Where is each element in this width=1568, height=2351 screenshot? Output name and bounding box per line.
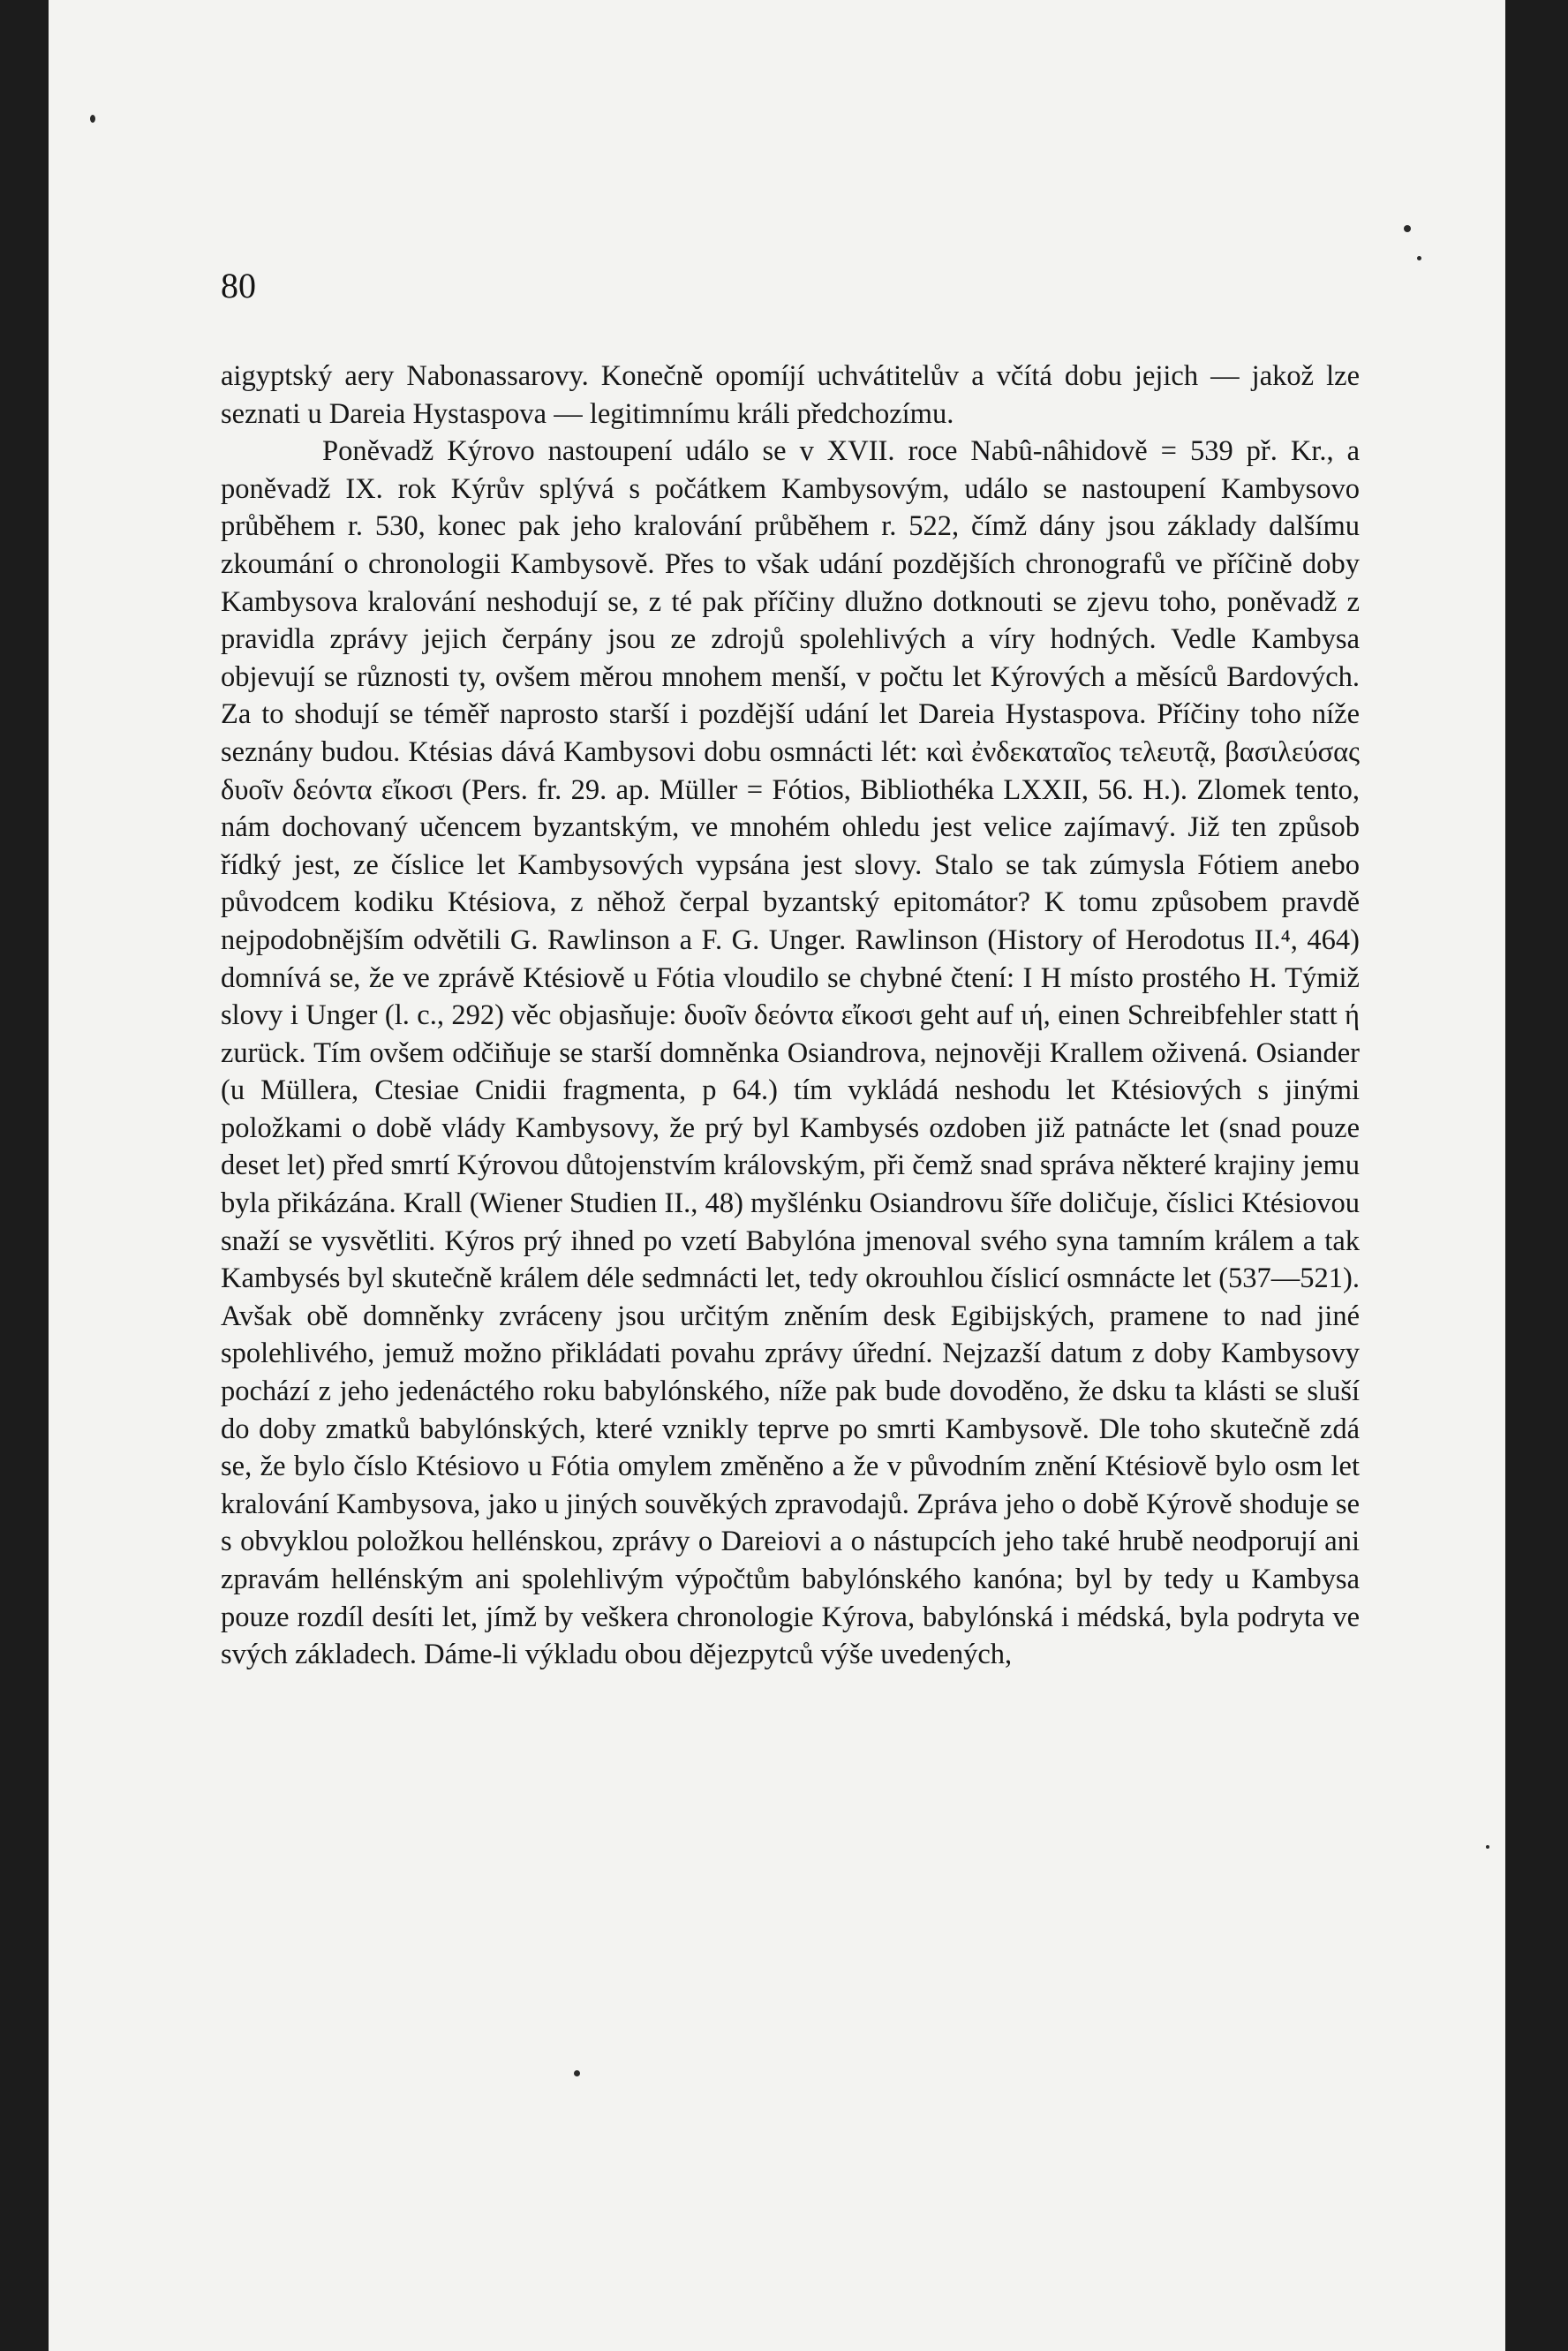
scan-speck: [1417, 256, 1421, 260]
scan-speck: [1486, 1845, 1489, 1849]
paragraph-continued: aigyptský aery Nabonassarovy. Konečně opomíjí uchvátitelův a včítá dobu jejich — jakož lze seznati u Dareia Hystaspova — legitimnímu králi předchozímu.: [221, 360, 1360, 430]
page-number: 80: [221, 266, 256, 305]
paragraph-main: Poněvadž Kýrovo nastoupení událo se v XVII. roce Nabû-nâhidově = 539 př. Kr., a poněvadž IX. rok Kýrův splývá s počátkem Kambysovým, událo se nastoupení Kambysovo průběhem r. 530, konec pak jeho kralování průběhem r. 522, čímž dány jsou základy dalšímu zkoumání o chronologii Kambysově. Přes to však udání pozdějších chronografů ve příčině doby Kambysova kralování neshodují se, z té pak příčiny dlužno dotknouti se zjevu toho, poněvadž z pravidla zprávy jejich čerpány jsou ze zdrojů spolehlivých a víry hodných. Vedle Kambysa objevují se různosti ty, ovšem měrou mnohem menší, v počtu let Kýrových a měsíců Bardových. Za to shodují se téměř naprosto starší i pozdější udání let Dareia Hystaspova. Příčiny toho níže seznány budou. Ktésias dává Kambysovi dobu osmnácti lét: καὶ ἐνδεκαταῖος τελευτᾷ, βασιλεύσας δυοῖν δεόντα εἴκοσι (Pers. fr. 29. ap. Müller = Fótios, Bibliothéka LXXII, 56. H.). Zlomek tento, nám dochovaný učencem byzantským, ve mnohém ohledu jest velice zajímavý. Již ten způsob řídký jest, ze číslice let Kambysových vypsána jest slovy. Stalo se tak zúmysla Fótiem anebo původcem kodiku Ktésiova, z něhož čerpal byzantský epitomátor? K tomu způsobem pravdě nejpodobnějším odvětili G. Rawlinson a F. G. Unger. Rawlinson (History of Herodotus II.⁴, 464) domnívá se, že ve zprávě Ktésiově u Fótia vloudilo se chybné čtení: I H místo prostého H. Týmiž slovy i Unger (l. c., 292) věc objasňuje: δυοῖν δεόντα εἴκοσι geht auf ιή, einen Schreibfehler statt ή zurück. Tím ovšem odčiňuje se starší domněnka Osiandrova, nejnověji Krallem oživená. Osiander (u Müllera, Ctesiae Cnidii fragmenta, p 64.) tím vykládá neshodu let Ktésiových s jinými položkami o době vlády Kambysovy, že prý byl Kambysés ozdoben již patnácte let (snad pouze deset let) před smrtí Kýrovou důtojenstvím královským, při čemž snad správa některé krajiny jemu byla přikázána. Krall (Wiener Studien II., 48) myšlénku Osiandrovu šíře doličuje, číslici Ktésiovou snaží se vysvětliti. Kýros prý ihned po vzetí Babylóna jmenoval svého syna tamním králem a tak Kambysés byl skutečně králem déle sedmnácti let, tedy okrouhlou číslicí osmnácte let (537—521). Avšak obě domněnky zvráceny jsou určitým zněním desk Egibijských, pramene to nad jiné spolehlivého, jemuž možno přikládati povahu zprávy úřední. Nejzazší datum z doby Kambysovy pochází z jeho jedenáctého roku babylónského, níže pak bude dovoděno, že dsku ta klásti se sluší do doby zmatků babylónských, které vznikly teprve po smrti Kambysově. Dle toho skutečně zdá se, že bylo číslo Ktésiovo u Fótia omylem změněno a že v původním znění Ktésiově bylo osm let kralování Kambysova, jako u jiných souvěkých zpravodajů. Zpráva jeho o době Kýrově shoduje se s obvyklou položkou hellénskou, zprávy o Dareiovi a o nástupcích jeho také hrubě neodporují ani zpravám hellénským ani spolehlivým výpočtům babylónského kanóna; byl by tedy u Kambysa pouze rozdíl desíti let, jímž by veškera chronologie Kýrova, babylónská i médská, byla podryta ve svých základech. Dáme-li výkladu obou dějezpytců výše uvedených,: [221, 435, 1360, 1671]
scan-speck: [574, 2070, 580, 2076]
scan-speck: [1404, 225, 1411, 232]
scan-speck: [90, 115, 95, 123]
book-page: [49, 0, 1505, 2351]
body-text: [221, 358, 1360, 1674]
